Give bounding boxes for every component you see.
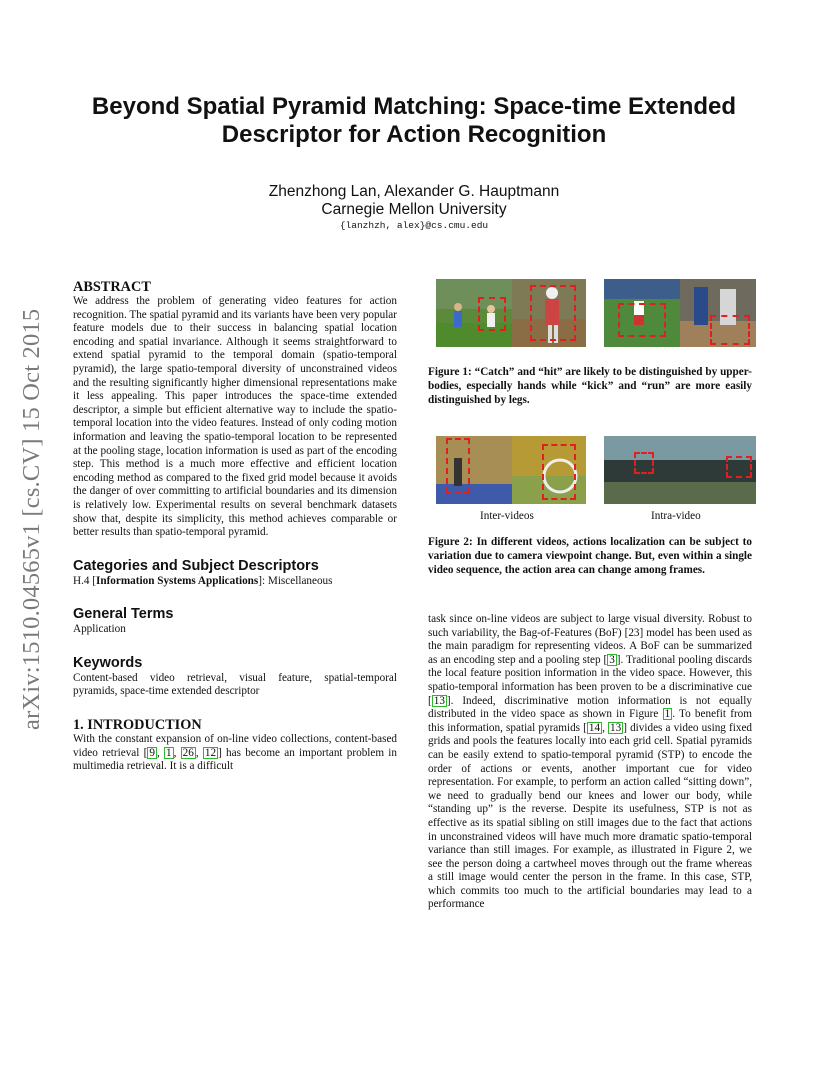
figure2-label-inter: Inter-videos bbox=[480, 510, 534, 522]
figure1-bbox bbox=[618, 303, 666, 337]
figure1-bbox bbox=[530, 285, 576, 341]
abstract-text: We address the problem of generating video features for action recognition. The spatial pyramid and its variants have been very popular feature models due to their success in balancing spatial location encoding and spatial invariance. Although it seems straightforward to extend spatial pyramid to the temporal domain (spatio-temporal pyramid), the large spatio-temporal diversity of unconstrained videos and the resulting significantly higher dimensional representations make it less appealing. This paper introduces the space-time extended descriptor, a simple but efficient alternative way to include the spatio-temporal location into the video features. Instead of only coding motion information and leaving the spatio-temporal location to be represented at the pooling stage, location information is used as part of the encoding step. This method is a much more effective and efficient location encoding method as compared to the fixed grid model because it avoids the danger of over committing to artificial boundaries and its dimension is relatively low. Experimental results on several benchmark datasets show that, despite its simplicity, this method achieves comparable or better results than spatio-temporal pyramid. bbox=[73, 295, 397, 539]
figure2-caption: Figure 2: In different videos, actions localization can be subject to variation due to camera viewpoint change. But, even within a single video sequence, the action area can change among frames. bbox=[428, 536, 752, 576]
intro-text-r4: . To benefit from this information, spatial pyramids bbox=[428, 708, 752, 734]
figure2-bbox bbox=[726, 456, 752, 478]
figure2-image-intra-2 bbox=[680, 436, 756, 504]
citation-link[interactable]: 13 bbox=[610, 721, 622, 734]
author-email: {lanzhzh, alex}@cs.cmu.edu bbox=[339, 220, 489, 231]
figure1-image-hit bbox=[512, 279, 586, 347]
figure1-bbox bbox=[710, 315, 750, 345]
figure-reference-link[interactable]: 1 bbox=[664, 708, 671, 721]
categories-bold: Information Systems Applications bbox=[96, 574, 259, 587]
general-terms-heading: General Terms bbox=[73, 606, 174, 623]
figure1-image-kick bbox=[604, 279, 680, 347]
abstract-heading: ABSTRACT bbox=[73, 279, 151, 295]
citation-link[interactable]: 26 bbox=[182, 746, 194, 759]
paper-title bbox=[60, 93, 768, 149]
figure1-bbox bbox=[478, 297, 506, 331]
title-line-1: Beyond Spatial Pyramid Matching: Space-time Extended bbox=[91, 93, 737, 120]
categories-rest: ]: Miscellaneous bbox=[258, 574, 333, 587]
intro-text-b: has become an important problem in multimedia retrieval. It is a difficult bbox=[73, 746, 398, 773]
figure1-image-run bbox=[680, 279, 756, 347]
keywords-heading: Keywords bbox=[73, 654, 143, 671]
title-line-2: Descriptor for Action Recognition bbox=[221, 121, 607, 148]
citation-link[interactable]: 12 bbox=[204, 746, 217, 759]
keywords-text: Content-based video retrieval, visual feature, spatial-temporal pyramids, space-time extended descriptor bbox=[73, 671, 397, 698]
figure2-image-inter-2 bbox=[512, 436, 586, 504]
citation-link[interactable]: 13 bbox=[433, 694, 445, 707]
general-terms-text: Application bbox=[73, 623, 126, 636]
figure2-bbox bbox=[634, 452, 654, 474]
introduction-text-left: With the constant expansion of on-line video collections, content-based video retrieval [ 9 , 1 , 26 , 12 ] has become an important problem in multimedia retrieval. It is a difficult bbox=[73, 733, 398, 773]
intro-text-a: With the constant expansion of on-line video collections, content-based video retrieval bbox=[73, 733, 397, 759]
citation-link[interactable]: 14 bbox=[588, 721, 601, 734]
author-block bbox=[60, 183, 768, 219]
categories-heading: Categories and Subject Descriptors bbox=[73, 557, 319, 574]
figure2-bbox bbox=[542, 444, 576, 500]
categories-code: H.4 [ bbox=[73, 574, 96, 587]
figure2-image-inter-1 bbox=[436, 436, 512, 504]
intro-text-r1: task since on-line videos are subject to large visual diversity. Robust to such variability, the Bag-of-Features (BoF) [23] model has been used as the main paradigm for representing videos. A BoF can be summarized as an encoding step and a pooling step bbox=[428, 613, 752, 666]
intro-text-r3: . Indeed, discriminative motion information is not equally distributed in the video space as shown in Figure bbox=[428, 694, 752, 721]
figure1-caption: Figure 1: “Catch” and “hit” are likely to be distinguished by upper-bodies, especially hands while “kick” and “run” are more easily distinguished by legs. bbox=[428, 366, 752, 406]
figure2-label-intra: Intra-video bbox=[651, 510, 701, 522]
figure2-bbox bbox=[446, 438, 470, 494]
categories-text bbox=[73, 575, 397, 589]
affiliation: Carnegie Mellon University bbox=[321, 201, 507, 218]
arxiv-identifier: arXiv:1510.04565v1 [cs.CV] 15 Oct 2015 bbox=[18, 308, 45, 730]
right-column-text bbox=[428, 613, 752, 912]
introduction-heading: 1. INTRODUCTION bbox=[73, 717, 202, 734]
citation-link[interactable]: 1 bbox=[166, 746, 172, 759]
intro-text-r2: . Traditional pooling discards the local feature position information in the video space. However, this spatio-temporal information has been proven to be a discriminative cue bbox=[428, 653, 752, 693]
citation-link[interactable]: 9 bbox=[149, 746, 155, 759]
authors: Zhenzhong Lan, Alexander G. Hauptmann bbox=[268, 183, 560, 200]
left-column bbox=[73, 279, 397, 774]
figure1-image-catch bbox=[436, 279, 512, 347]
introduction-text-right: task since on-line videos are subject to large visual diversity. Robust to such variability, the Bag-of-Features (BoF) [23] model has been used as the main paradigm for representing videos. A BoF can be summarized as an encoding step and a pooling step [ 3 ]. Traditional pooling discards the local feature position information in the video space. However, this spatio-temporal information has been proven to be a discriminative cue [ 13 ]. Indeed, discriminative motion information is not equally distributed in the video space as shown in Figure 1 . To benefit from this information, spatial pyramids [ 14 , 13 ] divides a video using fixed grids and pools the features locally into each grid cell. Spatial pyramids can be easily extend to spatio-temporal pyramid (STP) to encode the order of actions or events, another important cue for video representation. For example, to perform an action called “sitting down”, we need to gradually bend our knees and lower our body, while “standing up” is the reverse. Despite its usefulness, STP is not as effective as its spatial sibling on still images due to the fact that actions in unconstrained videos will have much more dramatic spatio-temporal variance than still images. For example, as illustrated in Figure 2, we see the person doing a cartwheel moves through out the frame whereas a still image would center the person in the frame. In this case, STP, which commits too much to the artificial boundaries may lead to a performance bbox=[428, 613, 753, 911]
figure2-image-intra-1 bbox=[604, 436, 680, 504]
intro-text-r5: divides a video using fixed grids and pools the features locally into each grid cell. Spatial pyramids can be easily extend to spatio-temporal pyramid (STP) to encode the order of actions or events, another important cue for video representation. For example, to perform an action called “sitting down”, we need to gradually bend our knees and lower our body, while “standing up” is the reverse. Despite its usefulness, STP is not as effective as its spatial sibling on still images due to the fact that actions in unconstrained videos will have much more dramatic spatio-temporal variance than still images. For example, as illustrated in Figure 2, we see the person doing a cartwheel moves through out the frame whereas a still image would center the person in the frame. In this case, STP, which commits too much to the artificial boundaries may lead to a performance bbox=[428, 721, 753, 911]
citation-link[interactable]: 3 bbox=[609, 653, 615, 666]
